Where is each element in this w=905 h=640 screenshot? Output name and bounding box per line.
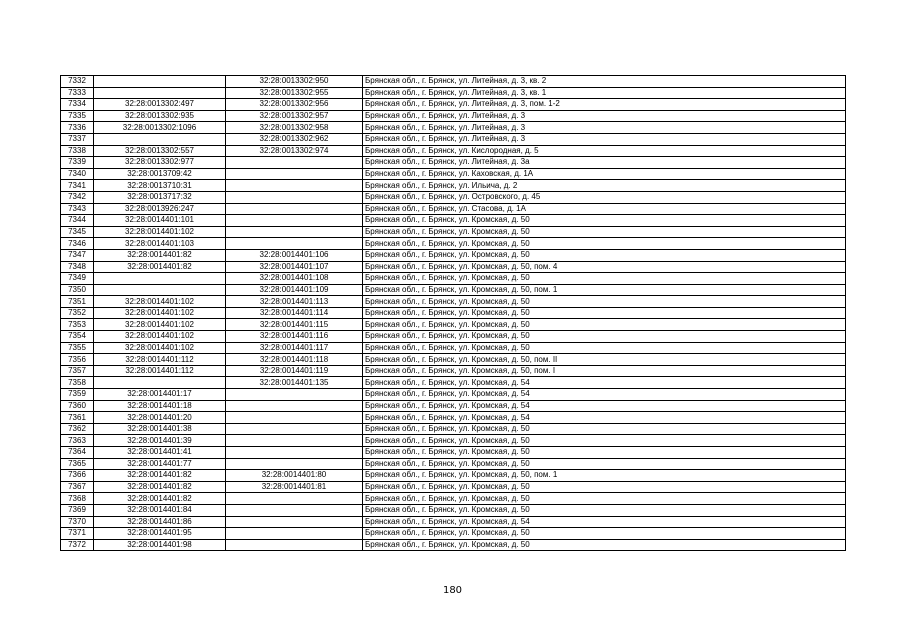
land-cadastral-number-cell: 32:28:0014401:102 <box>94 296 226 308</box>
building-cadastral-number-cell <box>226 528 363 540</box>
table-row <box>61 400 846 412</box>
land-cadastral-number-cell: 32:28:0014401:82 <box>94 470 226 482</box>
building-cadastral-number-cell <box>226 539 363 551</box>
row-number-cell: 7352 <box>61 307 94 319</box>
building-cadastral-number-cell: 32:28:0014401:80 <box>226 470 363 482</box>
land-cadastral-number-cell: 32:28:0014401:77 <box>94 458 226 470</box>
row-number-cell: 7360 <box>61 400 94 412</box>
row-number-cell: 7346 <box>61 238 94 250</box>
address-cell: Брянская обл., г. Брянск, ул. Литейная, д. 3 <box>363 122 846 134</box>
row-number-cell: 7335 <box>61 110 94 122</box>
address-cell: Брянская обл., г. Брянск, ул. Кромская, д. 50, пом. 4 <box>363 261 846 273</box>
table-row <box>61 122 846 134</box>
table-row <box>61 539 846 551</box>
land-cadastral-number-cell: 32:28:0013302:497 <box>94 99 226 111</box>
table-row <box>61 87 846 99</box>
table-row <box>61 481 846 493</box>
table-row <box>61 168 846 180</box>
land-cadastral-number-cell: 32:28:0013710:31 <box>94 180 226 192</box>
building-cadastral-number-cell: 32:28:0014401:115 <box>226 319 363 331</box>
row-number-cell: 7367 <box>61 481 94 493</box>
land-cadastral-number-cell: 32:28:0014401:20 <box>94 412 226 424</box>
address-cell: Брянская обл., г. Брянск, ул. Кромская, д. 50 <box>363 331 846 343</box>
address-cell: Брянская обл., г. Брянск, ул. Кромская, д. 50 <box>363 249 846 261</box>
row-number-cell: 7359 <box>61 389 94 401</box>
building-cadastral-number-cell: 32:28:0013302:955 <box>226 87 363 99</box>
land-cadastral-number-cell: 32:28:0014401:102 <box>94 307 226 319</box>
table-row <box>61 528 846 540</box>
row-number-cell: 7341 <box>61 180 94 192</box>
address-cell: Брянская обл., г. Брянск, ул. Кромская, д. 54 <box>363 377 846 389</box>
building-cadastral-number-cell: 32:28:0014401:114 <box>226 307 363 319</box>
table-row <box>61 157 846 169</box>
table-body <box>61 76 846 551</box>
address-cell: Брянская обл., г. Брянск, ул. Кромская, д. 50, пом. 1 <box>363 284 846 296</box>
row-number-cell: 7345 <box>61 226 94 238</box>
address-cell: Брянская обл., г. Брянск, ул. Кромская, д. 50 <box>363 481 846 493</box>
land-cadastral-number-cell: 32:28:0013302:977 <box>94 157 226 169</box>
table-row <box>61 342 846 354</box>
table-row <box>61 203 846 215</box>
land-cadastral-number-cell: 32:28:0014401:103 <box>94 238 226 250</box>
land-cadastral-number-cell <box>94 273 226 285</box>
land-cadastral-number-cell: 32:28:0014401:82 <box>94 249 226 261</box>
table-row <box>61 284 846 296</box>
table-row <box>61 133 846 145</box>
land-cadastral-number-cell <box>94 76 226 88</box>
table-row <box>61 226 846 238</box>
address-cell: Брянская обл., г. Брянск, ул. Кромская, д. 50, пом. II <box>363 354 846 366</box>
land-cadastral-number-cell: 32:28:0014401:17 <box>94 389 226 401</box>
row-number-cell: 7338 <box>61 145 94 157</box>
table-row <box>61 447 846 459</box>
row-number-cell: 7372 <box>61 539 94 551</box>
table-row <box>61 319 846 331</box>
row-number-cell: 7361 <box>61 412 94 424</box>
address-cell: Брянская обл., г. Брянск, ул. Литейная, д. 3 <box>363 110 846 122</box>
address-cell: Брянская обл., г. Брянск, ул. Кромская, д. 50 <box>363 447 846 459</box>
table-row <box>61 377 846 389</box>
table-row <box>61 331 846 343</box>
land-cadastral-number-cell: 32:28:0014401:82 <box>94 493 226 505</box>
building-cadastral-number-cell: 32:28:0013302:957 <box>226 110 363 122</box>
land-cadastral-number-cell: 32:28:0013709:42 <box>94 168 226 180</box>
land-cadastral-number-cell <box>94 133 226 145</box>
table-row <box>61 261 846 273</box>
row-number-cell: 7371 <box>61 528 94 540</box>
building-cadastral-number-cell: 32:28:0014401:116 <box>226 331 363 343</box>
address-cell: Брянская обл., г. Брянск, ул. Литейная, д. 3, пом. 1-2 <box>363 99 846 111</box>
building-cadastral-number-cell <box>226 180 363 192</box>
building-cadastral-number-cell <box>226 458 363 470</box>
row-number-cell: 7362 <box>61 423 94 435</box>
row-number-cell: 7363 <box>61 435 94 447</box>
address-cell: Брянская обл., г. Брянск, ул. Кромская, д. 50 <box>363 226 846 238</box>
address-cell: Брянская обл., г. Брянск, ул. Кромская, д. 50 <box>363 273 846 285</box>
land-cadastral-number-cell: 32:28:0014401:101 <box>94 215 226 227</box>
row-number-cell: 7350 <box>61 284 94 296</box>
table-row <box>61 458 846 470</box>
table-row <box>61 76 846 88</box>
address-cell: Брянская обл., г. Брянск, ул. Кромская, д. 50 <box>363 296 846 308</box>
table-row <box>61 389 846 401</box>
building-cadastral-number-cell: 32:28:0014401:108 <box>226 273 363 285</box>
row-number-cell: 7333 <box>61 87 94 99</box>
building-cadastral-number-cell <box>226 516 363 528</box>
address-cell: Брянская обл., г. Брянск, ул. Кромская, д. 50, пом. I <box>363 365 846 377</box>
address-cell: Брянская обл., г. Брянск, ул. Кромская, д. 54 <box>363 389 846 401</box>
row-number-cell: 7366 <box>61 470 94 482</box>
table-row <box>61 493 846 505</box>
address-cell: Брянская обл., г. Брянск, ул. Кромская, д. 50 <box>363 307 846 319</box>
address-cell: Брянская обл., г. Брянск, ул. Кромская, д. 50 <box>363 215 846 227</box>
building-cadastral-number-cell <box>226 412 363 424</box>
building-cadastral-number-cell <box>226 447 363 459</box>
building-cadastral-number-cell <box>226 493 363 505</box>
address-cell: Брянская обл., г. Брянск, ул. Кромская, д. 50 <box>363 504 846 516</box>
building-cadastral-number-cell <box>226 400 363 412</box>
table-row <box>61 273 846 285</box>
table-row <box>61 249 846 261</box>
row-number-cell: 7334 <box>61 99 94 111</box>
building-cadastral-number-cell <box>226 238 363 250</box>
address-cell: Брянская обл., г. Брянск, ул. Кислородная, д. 5 <box>363 145 846 157</box>
address-cell: Брянская обл., г. Брянск, ул. Кромская, д. 50 <box>363 319 846 331</box>
building-cadastral-number-cell <box>226 215 363 227</box>
land-cadastral-number-cell <box>94 284 226 296</box>
land-cadastral-number-cell <box>94 87 226 99</box>
building-cadastral-number-cell <box>226 423 363 435</box>
row-number-cell: 7349 <box>61 273 94 285</box>
address-cell: Брянская обл., г. Брянск, ул. Каховская, д. 1А <box>363 168 846 180</box>
address-cell: Брянская обл., г. Брянск, ул. Кромская, д. 50 <box>363 238 846 250</box>
land-cadastral-number-cell: 32:28:0014401:39 <box>94 435 226 447</box>
row-number-cell: 7342 <box>61 191 94 203</box>
building-cadastral-number-cell <box>226 168 363 180</box>
building-cadastral-number-cell <box>226 157 363 169</box>
row-number-cell: 7356 <box>61 354 94 366</box>
table-row <box>61 191 846 203</box>
table-row <box>61 354 846 366</box>
land-cadastral-number-cell: 32:28:0014401:84 <box>94 504 226 516</box>
building-cadastral-number-cell <box>226 504 363 516</box>
building-cadastral-number-cell: 32:28:0014401:106 <box>226 249 363 261</box>
row-number-cell: 7353 <box>61 319 94 331</box>
row-number-cell: 7337 <box>61 133 94 145</box>
address-cell: Брянская обл., г. Брянск, ул. Литейная, д. 3а <box>363 157 846 169</box>
building-cadastral-number-cell: 32:28:0013302:958 <box>226 122 363 134</box>
land-cadastral-number-cell: 32:28:0014401:112 <box>94 365 226 377</box>
cadastral-table <box>60 75 846 551</box>
building-cadastral-number-cell: 32:28:0013302:950 <box>226 76 363 88</box>
address-cell: Брянская обл., г. Брянск, ул. Литейная, д. 3, кв. 1 <box>363 87 846 99</box>
building-cadastral-number-cell: 32:28:0014401:117 <box>226 342 363 354</box>
row-number-cell: 7368 <box>61 493 94 505</box>
land-cadastral-number-cell: 32:28:0014401:86 <box>94 516 226 528</box>
row-number-cell: 7358 <box>61 377 94 389</box>
land-cadastral-number-cell: 32:28:0013302:557 <box>94 145 226 157</box>
row-number-cell: 7344 <box>61 215 94 227</box>
table-row <box>61 110 846 122</box>
building-cadastral-number-cell: 32:28:0014401:109 <box>226 284 363 296</box>
table-row <box>61 470 846 482</box>
building-cadastral-number-cell <box>226 389 363 401</box>
land-cadastral-number-cell: 32:28:0013717:32 <box>94 191 226 203</box>
building-cadastral-number-cell: 32:28:0014401:81 <box>226 481 363 493</box>
building-cadastral-number-cell <box>226 203 363 215</box>
land-cadastral-number-cell: 32:28:0014401:95 <box>94 528 226 540</box>
land-cadastral-number-cell: 32:28:0014401:112 <box>94 354 226 366</box>
land-cadastral-number-cell: 32:28:0014401:102 <box>94 319 226 331</box>
row-number-cell: 7343 <box>61 203 94 215</box>
land-cadastral-number-cell: 32:28:0013302:935 <box>94 110 226 122</box>
row-number-cell: 7339 <box>61 157 94 169</box>
row-number-cell: 7340 <box>61 168 94 180</box>
row-number-cell: 7357 <box>61 365 94 377</box>
building-cadastral-number-cell: 32:28:0014401:118 <box>226 354 363 366</box>
row-number-cell: 7332 <box>61 76 94 88</box>
address-cell: Брянская обл., г. Брянск, ул. Кромская, д. 54 <box>363 412 846 424</box>
row-number-cell: 7370 <box>61 516 94 528</box>
table-row <box>61 423 846 435</box>
row-number-cell: 7336 <box>61 122 94 134</box>
building-cadastral-number-cell: 32:28:0014401:113 <box>226 296 363 308</box>
address-cell: Брянская обл., г. Брянск, ул. Островского, д. 45 <box>363 191 846 203</box>
table-row <box>61 412 846 424</box>
table-row <box>61 516 846 528</box>
row-number-cell: 7369 <box>61 504 94 516</box>
land-cadastral-number-cell <box>94 377 226 389</box>
table-row <box>61 504 846 516</box>
building-cadastral-number-cell: 32:28:0014401:107 <box>226 261 363 273</box>
table-row <box>61 365 846 377</box>
address-cell: Брянская обл., г. Брянск, ул. Кромская, д. 50 <box>363 423 846 435</box>
table-row <box>61 180 846 192</box>
row-number-cell: 7351 <box>61 296 94 308</box>
building-cadastral-number-cell <box>226 435 363 447</box>
table-row <box>61 238 846 250</box>
row-number-cell: 7365 <box>61 458 94 470</box>
page-number: 180 <box>442 585 463 596</box>
building-cadastral-number-cell: 32:28:0013302:956 <box>226 99 363 111</box>
address-cell: Брянская обл., г. Брянск, ул. Кромская, д. 50, пом. 1 <box>363 470 846 482</box>
land-cadastral-number-cell: 32:28:0014401:82 <box>94 481 226 493</box>
address-cell: Брянская обл., г. Брянск, ул. Стасова, д. 1А <box>363 203 846 215</box>
building-cadastral-number-cell: 32:28:0014401:119 <box>226 365 363 377</box>
land-cadastral-number-cell: 32:28:0013926:247 <box>94 203 226 215</box>
building-cadastral-number-cell <box>226 226 363 238</box>
table-row <box>61 145 846 157</box>
land-cadastral-number-cell: 32:28:0014401:102 <box>94 342 226 354</box>
address-cell: Брянская обл., г. Брянск, ул. Кромская, д. 54 <box>363 400 846 412</box>
building-cadastral-number-cell: 32:28:0013302:962 <box>226 133 363 145</box>
row-number-cell: 7348 <box>61 261 94 273</box>
building-cadastral-number-cell: 32:28:0014401:135 <box>226 377 363 389</box>
building-cadastral-number-cell: 32:28:0013302:974 <box>226 145 363 157</box>
address-cell: Брянская обл., г. Брянск, ул. Кромская, д. 50 <box>363 435 846 447</box>
land-cadastral-number-cell: 32:28:0014401:102 <box>94 331 226 343</box>
address-cell: Брянская обл., г. Брянск, ул. Литейная, д. 3, кв. 2 <box>363 76 846 88</box>
land-cadastral-number-cell: 32:28:0014401:38 <box>94 423 226 435</box>
address-cell: Брянская обл., г. Брянск, ул. Ильича, д. 2 <box>363 180 846 192</box>
row-number-cell: 7355 <box>61 342 94 354</box>
land-cadastral-number-cell: 32:28:0014401:98 <box>94 539 226 551</box>
table-row <box>61 307 846 319</box>
address-cell: Брянская обл., г. Брянск, ул. Литейная, д. 3 <box>363 133 846 145</box>
table-row <box>61 99 846 111</box>
row-number-cell: 7364 <box>61 447 94 459</box>
table-row <box>61 435 846 447</box>
land-cadastral-number-cell: 32:28:0014401:18 <box>94 400 226 412</box>
land-cadastral-number-cell: 32:28:0014401:82 <box>94 261 226 273</box>
table-row <box>61 296 846 308</box>
address-cell: Брянская обл., г. Брянск, ул. Кромская, д. 50 <box>363 342 846 354</box>
row-number-cell: 7354 <box>61 331 94 343</box>
address-cell: Брянская обл., г. Брянск, ул. Кромская, д. 50 <box>363 458 846 470</box>
row-number-cell: 7347 <box>61 249 94 261</box>
land-cadastral-number-cell: 32:28:0014401:41 <box>94 447 226 459</box>
address-cell: Брянская обл., г. Брянск, ул. Кромская, д. 50 <box>363 528 846 540</box>
building-cadastral-number-cell <box>226 191 363 203</box>
address-cell: Брянская обл., г. Брянск, ул. Кромская, д. 50 <box>363 539 846 551</box>
table-row <box>61 215 846 227</box>
address-cell: Брянская обл., г. Брянск, ул. Кромская, д. 50 <box>363 493 846 505</box>
land-cadastral-number-cell: 32:28:0013302:1096 <box>94 122 226 134</box>
land-cadastral-number-cell: 32:28:0014401:102 <box>94 226 226 238</box>
address-cell: Брянская обл., г. Брянск, ул. Кромская, д. 54 <box>363 516 846 528</box>
